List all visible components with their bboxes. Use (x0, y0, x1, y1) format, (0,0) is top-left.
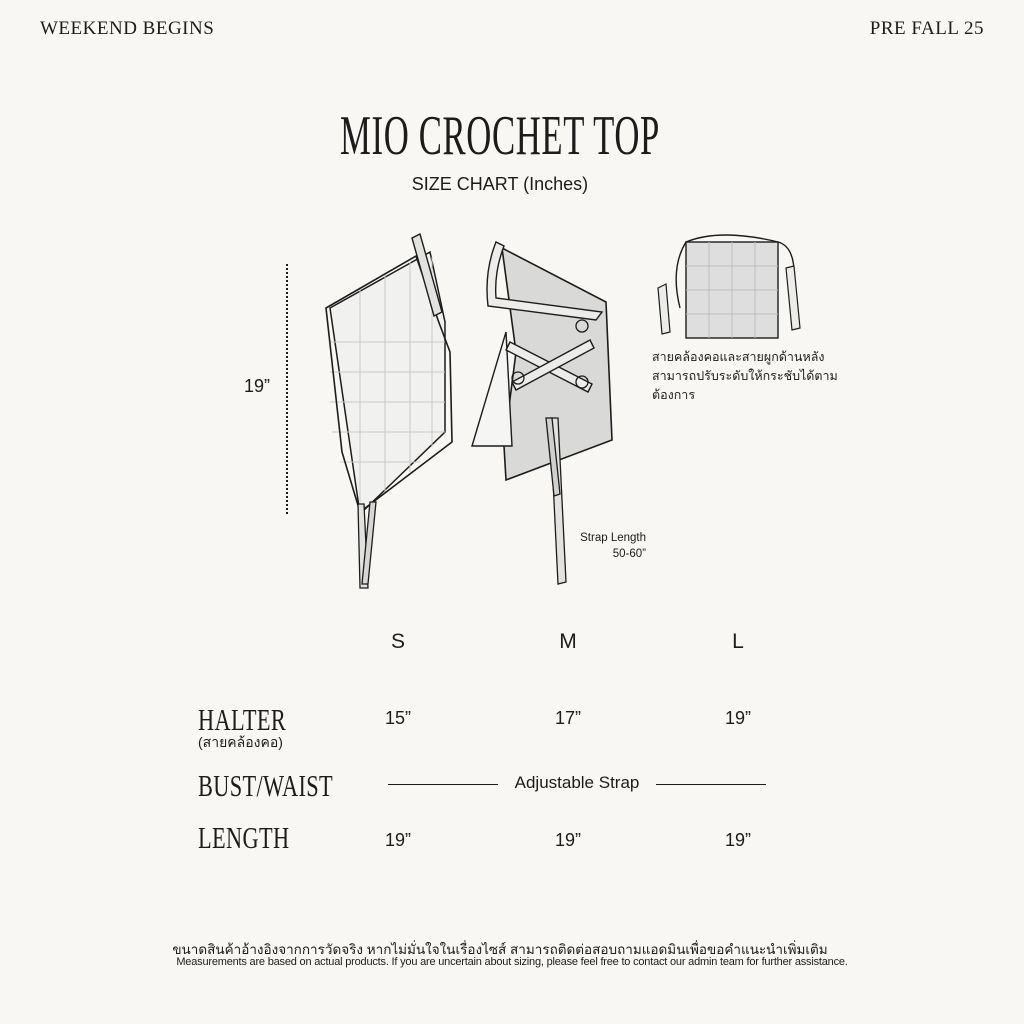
length-value-l: 19” (724, 830, 751, 850)
bust-waist-row-label: BUST/WAIST (198, 768, 334, 803)
length-value-s: 19” (384, 830, 411, 850)
length-measure-label: 19” (244, 376, 271, 396)
size-header-s: S (390, 630, 405, 653)
brand-name: WEEKEND BEGINS (40, 18, 215, 39)
halter-value-s: 15” (384, 708, 411, 728)
strap-adjustment-note: สายคล้องคอและสายผูกด้านหลัง สามารถปรับระดับให้กระชับได้ตาม ต้องการ (652, 350, 838, 402)
adjustable-line-right (656, 784, 766, 785)
front-view-illustration (320, 232, 470, 592)
bust-waist-value: Adjustable Strap (514, 773, 640, 792)
strap-length-value: 50-60” (612, 548, 646, 560)
product-title: MIO CROCHET TOP (340, 105, 660, 167)
length-value-m: 19” (554, 830, 581, 850)
strap-detail-illustration (650, 228, 810, 346)
halter-row-label: HALTER (198, 702, 287, 737)
length-measure-line (282, 262, 292, 516)
size-chart-subtitle: SIZE CHART (Inches) (411, 174, 589, 194)
halter-value-l: 19” (724, 708, 751, 728)
strap-length-note (580, 530, 646, 562)
footer-english-note: Measurements are based on actual products. If you are uncertain about sizing, please feel free to contact our admin team for further assistance. (176, 956, 848, 968)
halter-value-m: 17” (554, 708, 581, 728)
footer-thai-note: ขนาดสินค้าอ้างอิงจากการวัดจริง หากไม่มั่นใจในเรื่องไซส์ สามารถติดต่อสอบถามแอดมินเพื่อขอคำแนะนำเพิ่มเติม (172, 942, 828, 957)
length-row-label: LENGTH (198, 820, 290, 855)
adjustable-line-left (388, 784, 498, 785)
size-header-l: L (732, 630, 744, 653)
halter-row-sublabel: (สายคล้องคอ) (198, 734, 283, 750)
strap-length-label: Strap Length (580, 532, 646, 544)
collection-name: PRE FALL 25 (869, 18, 984, 39)
size-header-m: M (559, 630, 577, 653)
